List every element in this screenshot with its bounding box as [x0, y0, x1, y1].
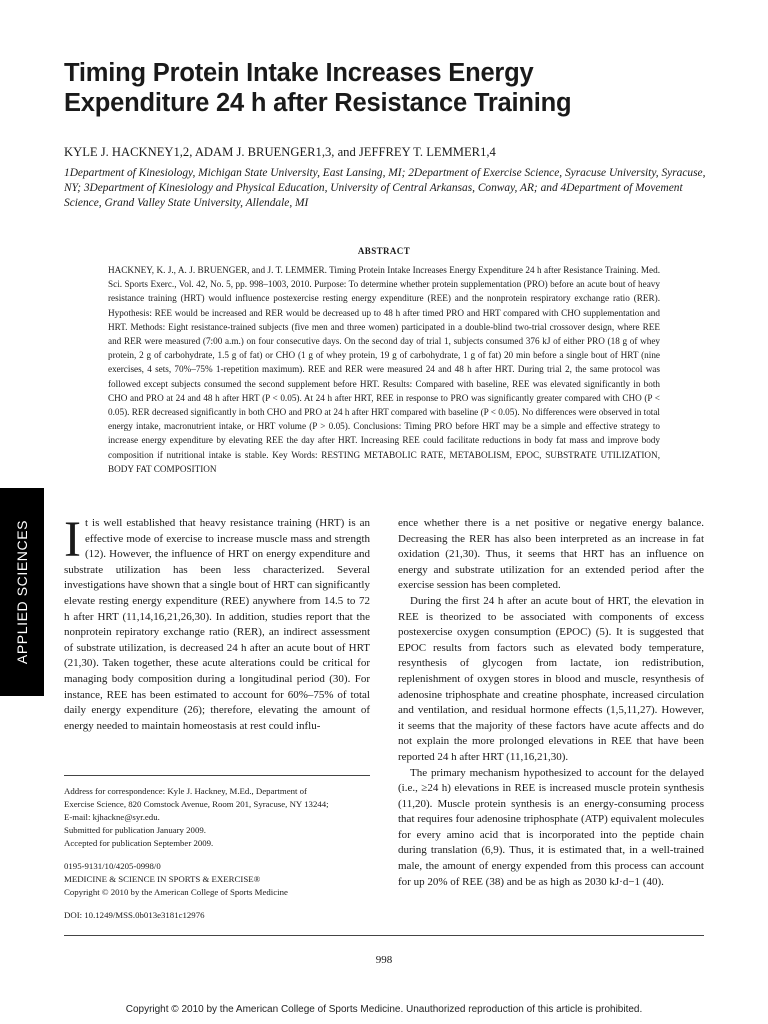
submitted-date: Submitted for publication January 2009.: [64, 825, 206, 835]
page-number: 998: [375, 954, 393, 966]
affiliations: 1Department of Kinesiology, Michigan State University, East Lansing, MI; 2Department of Exercise Science, Syracuse University, Syracuse, NY; 3Department of Kinesiology and Physical Education, University of Central Arkansas, Conway, AR; and 4Department of Movement Science, Grand Valley State University, Allendale, MI: [64, 167, 706, 209]
copyright-footer: Copyright © 2010 by the American College of Sports Medicine. Unauthorized reproduction of this article is prohibited.: [125, 1004, 643, 1015]
drop-cap: I: [64, 512, 81, 568]
section-tab: [0, 488, 44, 696]
abstract-text: HACKNEY, K. J., A. J. BRUENGER, and J. T. LEMMER. Timing Protein Intake Increases Energy Expenditure 24 h after Resistance Training. Med. Sci. Sports Exerc., Vol. 42, No. 5, pp. 998–1003, 2010. Purpose: To determine whether protein supplementation (PRO) before an acute bout of heavy resistance training (HRT) would influence postexercise resting energy expenditure (REE) and the nonprotein respiratory exchange ratio (RER). Hypothesis: REE would be increased and RER would be decreased up to 48 h after timed PRO and HRT compared with CHO supplementation and HRT. Methods: Eight resistance-trained subjects (five men and three women) participated in a double-blind two-trial crossover design, where REE and RER were measured (7:00 a.m.) on four consecutive days. On the second day of trial 1, subjects consumed 376 kJ of either PRO (18 g of whey protein, 2 g of carbohydrate, 1.5 g of fat) or CHO (1 g of whey protein, 19 g of carbohydrate, 1 g of fat) 20 min before a single bout of HRT (nine exercises, 4 sets, 70%–75% 1-repetition maximum). REE and RER were measured 24 and 48 h after HRT. During trial 2, the same protocol was followed except subjects consumed the second supplement before HRT. Results: Compared with baseline, REE was elevated significantly in both CHO and PRO at 24 and 48 h after HRT (P < 0.05). At 24 h after HRT, REE in response to PRO was significantly greater compared with CHO (P < 0.05). RER decreased significantly in both CHO and PRO at 24 h after HRT compared with baseline (P < 0.05). No differences were observed in total energy intake, macronutrient intake, or HRT volume (P > 0.05). Conclusions: Timing PRO before HRT may be a simple and effective strategy to increase energy expenditure by elevating REE the day after HRT. Increasing REE could facilitate reductions in body fat mass and improve body composition if nutritional intake is stable. Key Words: RESTING METABOLIC RATE, METABOLISM, EPOC, SUBSTRATE UTILIZATION, BODY FAT COMPOSITION: [108, 265, 660, 474]
body-column-right: [398, 516, 704, 890]
doi-line: DOI: 10.1249/MSS.0b013e3181c12976: [64, 910, 205, 920]
correspondence-line-1: Address for correspondence: Kyle J. Hackney, M.Ed., Department of: [64, 786, 307, 796]
correspondence-email: E-mail: kjhackne@syr.edu.: [64, 812, 160, 822]
paragraph-continued: ence whether there is a net positive or negative energy balance. Decreasing the RER has also been interpreted as an increase in fat oxidation (21,30). Thus, it seems that HRT has an influence on energy and substrate utilization for an extended period after the exercise session has been completed.: [398, 517, 704, 592]
author-list: KYLE J. HACKNEY1,2, ADAM J. BRUENGER1,3, and JEFFREY T. LEMMER1,4: [64, 145, 496, 159]
title-line-2: Expenditure 24 h after Resistance Training: [64, 89, 572, 117]
abstract-heading: ABSTRACT: [357, 246, 411, 256]
journal-name: MEDICINE & SCIENCE IN SPORTS & EXERCISE®: [64, 874, 261, 884]
intro-paragraph: [64, 512, 370, 734]
paragraph-epoc: During the first 24 h after an acute bout of HRT, the elevation in REE is theorized to be associated with components of excess postexercise oxygen consumption (EPOC) (5). It is suggested that EPOC results from factors such as elevated body temperature, resynthesis of glycogen from lactate, ion redistribution, replenishment of oxygen stores in blood and muscle, resynthesis of adenosine triphosphate and creatine phosphate, increased circulation and ventilation, and residual hormone effects (1,5,11,27). However, it seems that the majority of these factors have acute affects and do not explain the more prolonged elevations in REE that have been reported 24 h after HRT (11,16,21,30).: [398, 594, 704, 763]
title-line-1: Timing Protein Intake Increases Energy: [64, 59, 534, 87]
paragraph-mechanism: The primary mechanism hypothesized to account for the delayed (i.e., ≥24 h) elevations in REE is increased muscle protein synthesis (11,20). Muscle protein synthesis is an energy-consuming process that requires four adenosine triphosphate (ATP) equivalent molecules for every amino acid that is incorporated into the peptide chain during translation (6,9). Thus, it is estimated that, in a well-trained male, the amount of energy expended from this process can account for up 20% of REE (38) and be as high as 2030 kJ·d−1 (40).: [398, 766, 704, 888]
section-tab-label: APPLIED SCIENCES: [14, 519, 30, 665]
copyright-line: Copyright © 2010 by the American College of Sports Medicine: [64, 887, 288, 897]
footnotes: [64, 785, 370, 922]
accepted-date: Accepted for publication September 2009.: [64, 838, 214, 848]
intro-paragraph-text: t is well established that heavy resistance training (HRT) is an effective mode of exercise to increase muscle mass and strength (12). However, the influence of HRT on energy expenditure and substrate utilization has been less characterized. Several investigations have shown that a single bout of HRT can significantly elevate resting energy expenditure (REE) anywhere from 14.5 to 72 h after HRT (11,14,16,21,26,30). In addition, studies report that the nonprotein repiratory exchange ratio (RER), an indirect assessment of substrate utilization, is decreased 24 h after an acute bout of HRT (21,30). Taken together, these acute alterations could be critical for managing body composition during a longitudinal period (30). For instance, REE has been estimated to account for 60%–75% of total daily energy expenditure (26); therefore, elevating the amount of energy needed to maintain homeostasis at rest could influ-: [64, 517, 370, 732]
issn-code: 0195-9131/10/4205-0998/0: [64, 861, 161, 871]
body-column-left: [64, 512, 370, 734]
paper-title: [64, 58, 724, 118]
correspondence-line-2: Exercise Science, 820 Comstock Avenue, Room 201, Syracuse, NY 13244;: [64, 799, 329, 809]
page-divider: [64, 935, 704, 936]
footnote-divider: [64, 775, 370, 776]
